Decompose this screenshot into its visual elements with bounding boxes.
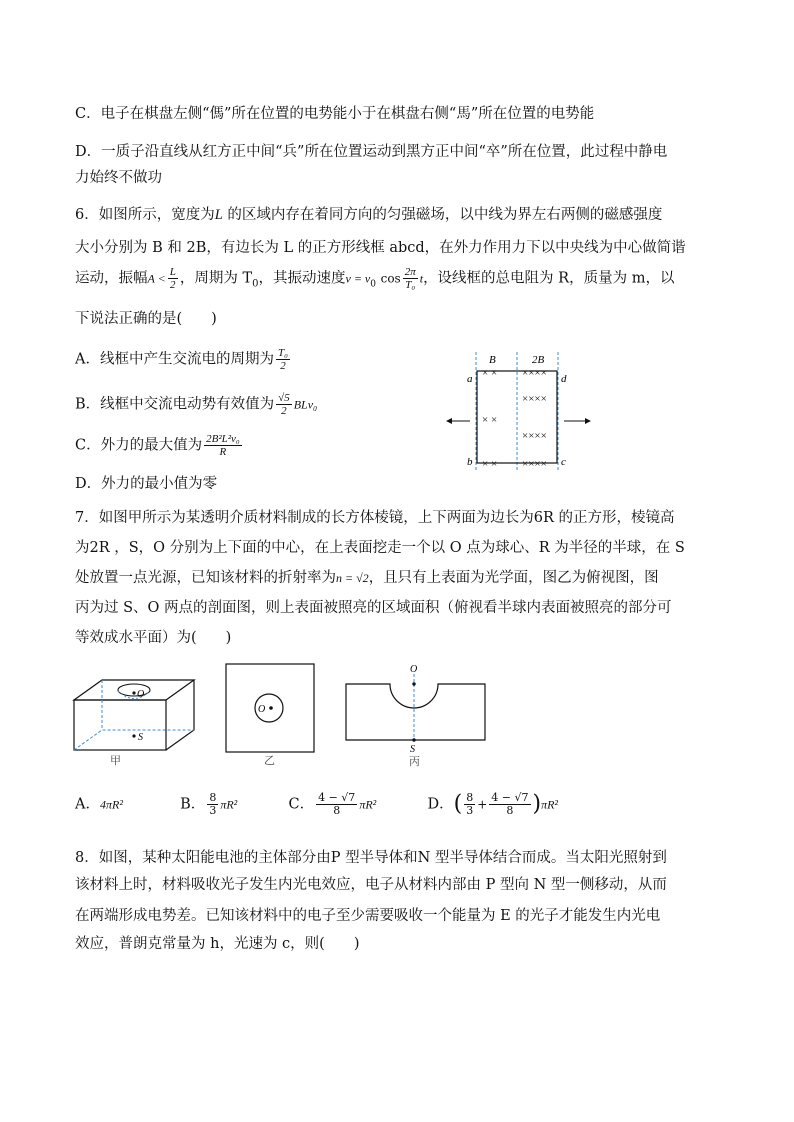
q6-frac-L2 <box>168 266 178 291</box>
q7-refractive-index: n = √2 <box>336 571 369 585</box>
q6-option-b-frac <box>276 392 292 417</box>
q6-frac-num: L <box>169 266 176 278</box>
q6-frac-2pi <box>403 266 418 291</box>
q6-option-b-tail: BLv₀ <box>293 397 318 412</box>
q6-option-d: D．外力的最小值为零 <box>75 476 218 492</box>
label-2B: 2B <box>532 354 545 366</box>
q6-option-a-den: 2 <box>280 360 286 372</box>
figure-jia <box>72 660 202 770</box>
q8-stem-line2: 该材料上时，材料吸收光子发生内光电效应，电子从材料内部由 P 型向 N 型一侧移动，从而 <box>75 877 667 893</box>
q6-option-c-num: 2B²L²v₀ <box>206 433 240 445</box>
q7-text-a: 处放置一点光源，已知该材料的折射率为 <box>75 570 336 586</box>
caption-yi: 乙 <box>264 755 275 766</box>
field-symbols-2B <box>522 367 547 470</box>
q7-option-b-tail: πR² <box>220 797 238 812</box>
figure-bing <box>342 660 492 770</box>
q7-option-d-num2: 4 − √7 <box>491 791 529 804</box>
q7-option-b-label: B． <box>180 796 206 813</box>
q7-option-d-frac1 <box>464 792 475 817</box>
q6-option-a <box>75 347 292 372</box>
q7-stem-line5: 等效成水平面）为( ) <box>75 630 232 646</box>
q6-amplitude: A < <box>147 271 166 286</box>
point-S-jia <box>132 734 135 737</box>
q6-option-b-num: √5 <box>278 392 290 404</box>
q6-sub0: 0 <box>252 278 259 290</box>
svg-text:× ×: × × <box>482 367 498 379</box>
q6-stem-line2: 大小分别为 B 和 2B，有边长为 L 的正方形线框 abcd，在外力作用力下以中央线为中心做简谐 <box>75 240 686 256</box>
q7-option-d-label: D． <box>427 796 454 813</box>
q7-option-c-num: 4 − √7 <box>318 791 356 804</box>
q6-option-b-den: 2 <box>281 405 287 417</box>
q7-option-d-num1: 8 <box>466 791 474 804</box>
q7-option-b-num: 8 <box>209 791 217 804</box>
q7-stem-line4: 丙为过 S、O 两点的剖面图，则上表面被照亮的区域面积（俯视看半球内表面被照亮的部分可 <box>75 600 672 616</box>
q7-option-c-tail: πR² <box>359 797 377 812</box>
q7-option-c-label: C． <box>288 796 315 813</box>
field-symbols-B <box>482 367 497 470</box>
q8-stem-line1: 8．如图，某种太阳能电池的主体部分由P 型半导体和N 型半导体结合而成。当太阳光照射到 <box>75 850 667 866</box>
q6-v-eq: v = v <box>345 271 371 286</box>
q6-option-a-frac <box>276 347 290 372</box>
q6-stem-text: 6．如图所示，宽度为 <box>75 207 215 223</box>
q6-option-a-text: A．线框中产生交流电的周期为 <box>75 351 274 368</box>
point-O-yi <box>269 706 273 710</box>
label-O-bing: O <box>410 664 418 675</box>
corner-c: c <box>561 456 566 468</box>
svg-text:××××: ×××× <box>522 430 547 442</box>
q7-option-c-den: 8 <box>333 804 341 817</box>
label-O-yi: O <box>258 704 266 715</box>
q6-stem-L: L <box>214 207 223 223</box>
q6-stem-line3: 运动，振幅A < $\frac{L}{2}$ ，周期为 $T_0$，其振动速度$v = v_0$ cos $\frac{2\pi}{\text{T₀}}$ t，设线框的总电阻为 R，质量为 m，以 <box>75 266 675 291</box>
q6-stem-line1 <box>75 205 662 225</box>
svg-text:××××: ×××× <box>522 367 547 379</box>
q6-text-period: ，周期为 T <box>179 270 253 287</box>
q6-option-c-den: R <box>219 446 227 458</box>
q6-option-b-text: B．线框中交流电动势有效值为 <box>75 396 275 413</box>
corner-b: b <box>467 456 473 468</box>
q6-frac2-num: 2π <box>404 266 416 278</box>
q7-stem-line2: 为2R ，S，O 分别为上下面的中心，在上表面挖走一个以 O 点为球心、R 为半径的半球，在 S <box>75 540 685 556</box>
q5-option-d-line1: D．一质子沿直线从红方正中间“兵”所在位置运动到黑方正中间“卒”所在位置，此过程中静电 <box>75 144 668 160</box>
arrow-right-head <box>585 418 591 424</box>
svg-text:× ×: × × <box>482 458 498 470</box>
q6-option-c-frac <box>204 433 242 458</box>
q7-option-d-frac2 <box>489 792 530 817</box>
svg-text:××××: ×××× <box>522 393 547 405</box>
q6-stem-text-rest: 的区域内存在着同方向的匀强磁场，以中线为界左右两侧的磁感强度 <box>222 207 663 223</box>
q7-option-d-den1: 3 <box>466 804 474 817</box>
prism-front <box>74 700 166 750</box>
corner-a: a <box>467 373 473 385</box>
q7-option-a-label: A． <box>75 796 100 813</box>
q6-option-c-text: C．外力的最大值为 <box>75 437 203 454</box>
q6-text-velocity: ，其振动速度 <box>258 270 346 287</box>
point-O-bing <box>412 682 415 685</box>
point-S-bing <box>412 738 415 741</box>
label-S-bing: S <box>410 744 415 755</box>
q6-frac-den: 2 <box>170 279 176 291</box>
q7-stem-line3 <box>75 568 659 588</box>
q8-stem-line3: 在两端形成电势差。已知该材料中的电子至少需要吸收一个能量为 E 的光子才能发生内光电 <box>75 908 661 924</box>
arrow-left-head <box>446 418 452 424</box>
label-S-jia: S <box>138 732 143 743</box>
q7-option-b-den: 3 <box>209 804 217 817</box>
prism-hidden-edges <box>74 730 194 750</box>
svg-text:× ×: × × <box>482 414 498 426</box>
q6-figure <box>440 347 600 477</box>
q7-option-d-den2: 8 <box>506 804 514 817</box>
cross-section-outline <box>346 684 485 740</box>
q8-stem-line4: 效应，普朗克常量为 h，光速为 c，则( ) <box>75 936 360 952</box>
q6-cos: cos <box>380 271 401 286</box>
q6-text-end: ，设线框的总电阻为 R，质量为 m，以 <box>423 270 675 287</box>
label-B: B <box>489 354 496 366</box>
q7-option-c-frac <box>316 792 357 817</box>
q6-option-a-num: T₀ <box>277 347 288 359</box>
q6-t: t <box>419 271 424 286</box>
point-O-jia <box>132 691 135 694</box>
svg-text:××××: ×××× <box>522 458 547 470</box>
q6-stem-line4: 下说法正确的是( ) <box>75 311 217 327</box>
q7-option-a: 4πR² <box>99 797 123 812</box>
q6-option-b <box>75 392 317 417</box>
q6-option-c <box>75 433 244 458</box>
q7-stem-line1: 7．如图甲所示为某透明介质材料制成的长方体棱镜，上下两面为边长为6R 的正方形，棱镜高 <box>75 510 675 526</box>
q7-text-b: ，且只有上表面为光学面，图乙为俯视图，图 <box>368 570 659 586</box>
figure-yi <box>224 662 324 766</box>
q5-option-d-line2: 力始终不做功 <box>75 170 162 186</box>
q7-options: A．4πR² B． $\frac{8}{3}$ πR² C． $\frac{4 - √7}{8}$ πR² D．( $\frac{8}{3}$ + $\frac{4 - √7}{8}$ )πR² <box>75 791 559 817</box>
label-O-jia: O <box>137 689 145 700</box>
q5-option-c: C．电子在棋盘左侧“傌”所在位置的电势能小于在棋盘右侧“馬”所在位置的电势能 <box>75 106 595 122</box>
prism-top <box>74 680 194 700</box>
corner-d: d <box>561 373 567 385</box>
q6-text-a: 运动，振幅 <box>75 270 148 287</box>
caption-jia: 甲 <box>110 755 121 767</box>
q6-frac2-den: T₀ <box>405 279 416 291</box>
q7-option-b-frac <box>207 792 218 817</box>
caption-bing: 丙 <box>409 756 420 768</box>
q7-option-d-tail: πR² <box>541 797 559 812</box>
